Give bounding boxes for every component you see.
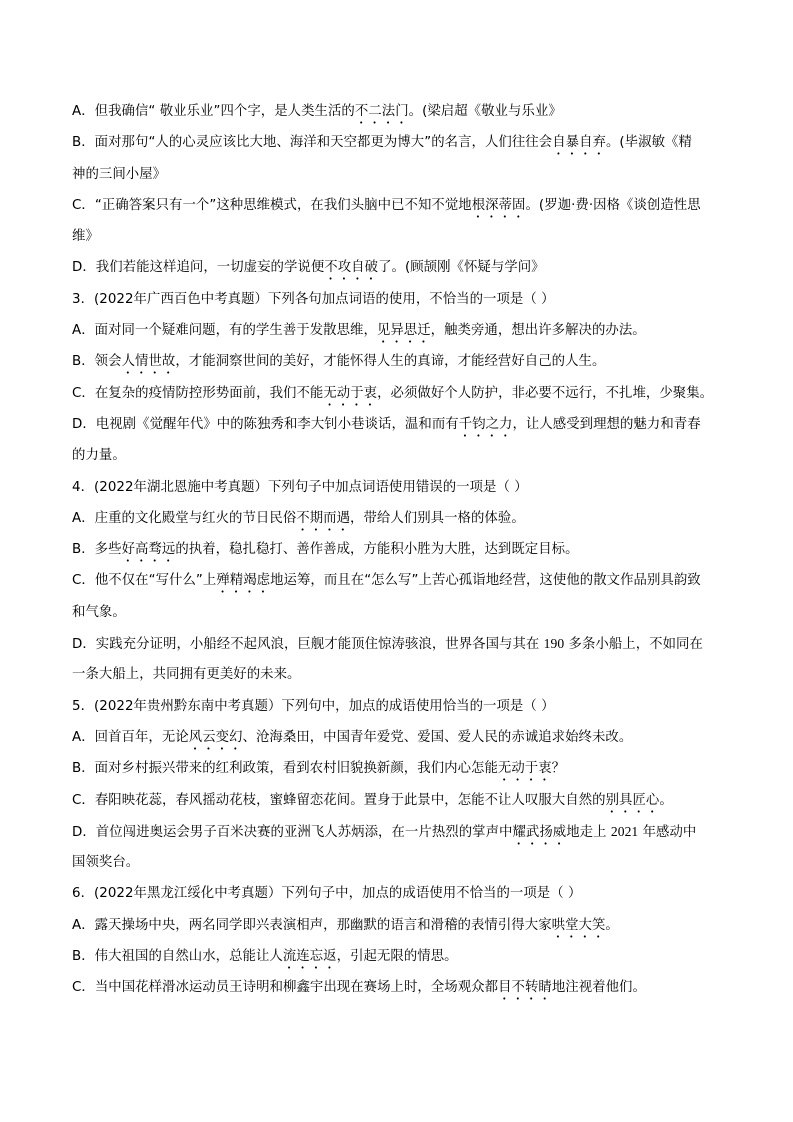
emphasized-idiom: 风云变幻 <box>188 729 243 745</box>
text-segment: 。(罗迦·费·因格《谈创造性思 <box>525 197 701 213</box>
text-segment: ，让人感受到理想的魅力和青春 <box>512 416 701 432</box>
text-line <box>72 190 724 221</box>
text-segment: 。(梁启超《敬业与乐业》 <box>408 104 562 119</box>
text-segment: 地运筹，而且在“怎么写”上苦心孤诣地经营，这使他的散文作品别具韵致 <box>270 573 701 589</box>
text-segment: D．电视剧《觉醒年代》中的陈独秀和李大钊小巷谈话，温和而有 <box>72 416 459 432</box>
emphasized-idiom: 人情世故 <box>121 354 176 370</box>
text-segment: 和气象。 <box>72 604 126 620</box>
text-segment: C．当中国花样滑冰运动员王诗明和柳鑫宇出现在赛场上时，全场观众都 <box>72 980 499 996</box>
text-line <box>72 96 724 127</box>
text-segment: 、沧海桑田，中国青年爱党、爱国、爱人民的赤诚追求始终未改。 <box>242 729 633 745</box>
emphasized-idiom: 流连忘返 <box>282 949 337 965</box>
text-line <box>72 472 724 503</box>
text-segment: A．面对同一个疑难问题，有的学生善于发散思维， <box>72 323 377 339</box>
text-line <box>72 346 724 377</box>
emphasized-idiom: 见异思迁 <box>376 323 431 339</box>
text-line <box>72 910 724 941</box>
text-segment: B．多些 <box>72 542 122 558</box>
text-segment: C．春阳映花蕊，春风摇动花枝，蜜蜂留恋花间。置身于此景中，怎能不让人叹服大自然的 <box>72 792 606 808</box>
text-segment: C．在复杂的疫情防控形势面前，我们不能 <box>72 385 324 401</box>
emphasized-idiom: 根深蒂固 <box>471 197 526 213</box>
text-segment: 地走上 <box>566 824 611 840</box>
text-segment: 多条小船上，不如同在 <box>564 637 703 653</box>
text-segment: B．伟大祖国的自然山水，总能让人 <box>72 949 283 965</box>
question-text-body <box>72 96 724 1004</box>
text-segment: A．但我确信“ 敬业乐业”四个字，是人类生活的 <box>72 104 355 119</box>
text-line <box>72 628 724 659</box>
text-segment: ，才能洞察世间的美好，才能怀得人生的真谛，才能经营好自己的人生。 <box>175 354 606 370</box>
text-segment: 。 <box>659 792 673 808</box>
text-segment: 地注视着他们。 <box>551 980 646 996</box>
text-segment: C．“正确答案只有一个”这种思维模式，在我们头脑中已不知不觉地 <box>72 197 472 213</box>
text-line <box>72 440 724 471</box>
text-segment: B．领会 <box>72 354 122 370</box>
emphasized-idiom: 千钧之力 <box>458 416 513 432</box>
emphasized-idiom: 好高骛远 <box>121 542 176 558</box>
emphasized-idiom: 不期而遇 <box>296 510 351 526</box>
emphasized-idiom: 殚精竭虑 <box>216 573 271 589</box>
text-segment: C．他不仅在“写什么”上 <box>72 573 217 589</box>
text-segment: 的力量。 <box>72 448 126 464</box>
text-line <box>72 691 724 722</box>
text-segment: ，触类旁通，想出许多解决的办法。 <box>430 323 646 339</box>
text-line <box>72 252 724 283</box>
text-line <box>72 159 724 190</box>
emphasized-idiom: 自暴自弃 <box>552 135 606 151</box>
text-segment: ，必须做好个人防护，非必要不远行，不扎堆，少聚集。 <box>377 385 714 401</box>
text-line <box>72 785 724 816</box>
text-segment: 国领奖台。 <box>72 855 140 871</box>
text-line <box>72 127 724 158</box>
text-line <box>72 941 724 972</box>
text-line <box>72 284 724 315</box>
text-segment: ，引起无限的情思。 <box>336 949 458 965</box>
text-segment: A．庄重的文化殿堂与红火的节日民俗 <box>72 510 297 526</box>
text-segment: 。 <box>605 917 619 933</box>
text-line <box>72 722 724 753</box>
emphasized-idiom: 目不转睛 <box>498 980 552 996</box>
text-segment: B．面对那句“人的心灵应该比大地、海洋和天空都更为博大”的名言，人们往往会 <box>72 135 553 151</box>
emphasized-idiom: 不攻自破 <box>324 260 379 276</box>
text-segment: ？ <box>551 761 566 777</box>
text-segment: 5．(2022年贵州黔东南中考真题）下列句中，加点的成语使用恰当的一项是（ ） <box>72 698 555 714</box>
text-line <box>72 816 724 847</box>
emphasized-idiom: 不二法门 <box>354 104 409 119</box>
text-segment: 维》 <box>72 229 99 245</box>
text-segment: 一条大船上，共同拥有更美好的未来。 <box>72 667 301 683</box>
text-line <box>72 597 724 628</box>
text-segment: 。(毕淑敏《精 <box>605 135 692 151</box>
text-segment: A．回首百年，无论 <box>72 729 189 745</box>
text-segment: A．露天操场中央，两名同学即兴表演相声，那幽默的语言和滑稽的表情引得大家 <box>72 917 552 933</box>
emphasized-idiom: 别具匠心 <box>605 792 660 808</box>
text-segment: 神的三间小屋》 <box>72 166 167 182</box>
text-segment: ，带给人们别具一格的体验。 <box>350 510 525 526</box>
text-line <box>72 878 724 909</box>
text-line <box>72 847 724 878</box>
text-line <box>72 659 724 690</box>
text-segment: B．面对乡村振兴带来的红利政策，看到农村旧貌换新颜，我们内心怎能 <box>72 761 498 777</box>
text-segment: 年感动中 <box>638 824 697 840</box>
text-segment: 6．(2022年黑龙江绥化中考真题）下列句子中，加点的成语使用不恰当的一项是（ ） <box>72 886 582 902</box>
text-line <box>72 972 724 1003</box>
text-line <box>72 221 724 252</box>
emphasized-idiom: 哄堂大笑 <box>551 917 606 933</box>
text-line <box>72 534 724 565</box>
number-text: 190 <box>543 636 565 652</box>
text-line <box>72 503 724 534</box>
text-line <box>72 315 724 346</box>
text-line <box>72 378 724 409</box>
text-segment: 4．(2022年湖北恩施中考真题）下列句子中加点词语使用错误的一项是（ ） <box>72 479 528 495</box>
text-segment: 了。(顾颉刚《怀疑与学问》 <box>378 260 545 276</box>
emphasized-idiom: 耀武扬威 <box>512 824 567 840</box>
text-segment: 的执着，稳扎稳打、善作善成，方能积小胜为大胜，达到既定目标。 <box>175 542 579 558</box>
text-segment: D．我们若能这样追问，一切虚妄的学说便 <box>72 260 325 276</box>
emphasized-idiom: 无动于衷 <box>497 761 552 777</box>
text-line <box>72 409 724 440</box>
emphasized-idiom: 无动于衷 <box>323 385 378 401</box>
text-line <box>72 753 724 784</box>
text-segment: D．首位闯进奥运会男子百米决赛的亚洲飞人苏炳添，在一片热烈的掌声中 <box>72 824 513 840</box>
text-segment: 3．(2022年广西百色中考真题）下列各句加点词语的使用，不恰当的一项是（ ） <box>72 291 555 307</box>
text-line <box>72 565 724 596</box>
text-segment: D．实践充分证明，小船经不起风浪，巨舰才能顶住惊涛骇浪，世界各国与其在 <box>72 637 544 653</box>
number-text: 2021 <box>610 823 639 839</box>
